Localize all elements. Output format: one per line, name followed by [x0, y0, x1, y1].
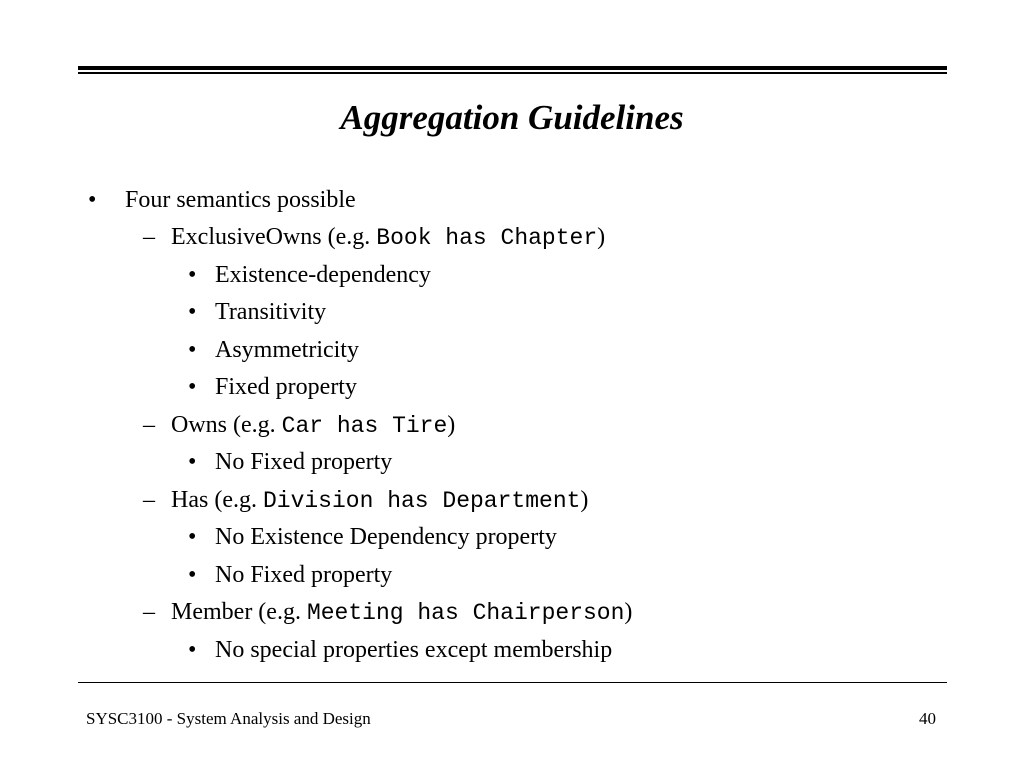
header-rule-thick	[78, 66, 947, 70]
sub-item: Transitivity	[215, 299, 327, 325]
item-label: Member (e.g.	[171, 599, 307, 625]
header-rule-thin	[78, 72, 947, 74]
item-exclusive-owns	[171, 222, 605, 253]
close-paren: )	[580, 487, 589, 513]
footer-rule	[78, 682, 947, 683]
item-label: ExclusiveOwns (e.g.	[171, 224, 377, 250]
item-label: Has (e.g.	[171, 487, 263, 513]
sub-bullet-marker: •	[188, 562, 197, 588]
dash-marker: –	[143, 487, 155, 513]
bullet-marker: •	[88, 187, 97, 213]
item-label: Owns (e.g.	[171, 412, 282, 438]
close-paren: )	[447, 412, 456, 438]
page-number: 40	[919, 709, 936, 728]
sub-item: No Fixed property	[215, 562, 393, 588]
sub-bullet-marker: •	[188, 337, 197, 363]
sub-item: Asymmetricity	[215, 337, 359, 363]
sub-item: No special properties except membership	[215, 637, 613, 663]
item-member	[171, 597, 632, 628]
example-code: Meeting has Chairperson	[306, 600, 625, 626]
dash-marker: –	[143, 224, 155, 250]
sub-item: Existence-dependency	[215, 262, 431, 288]
sub-item: Fixed property	[215, 374, 357, 400]
close-paren: )	[597, 224, 606, 250]
sub-item: No Fixed property	[215, 449, 393, 475]
bullet-four-semantics: Four semantics possible	[125, 187, 356, 213]
sub-bullet-marker: •	[188, 637, 197, 663]
dash-marker: –	[143, 599, 155, 625]
sub-bullet-marker: •	[188, 374, 197, 400]
sub-item: No Existence Dependency property	[215, 524, 557, 550]
dash-marker: –	[143, 412, 155, 438]
sub-bullet-marker: •	[188, 449, 197, 475]
sub-bullet-marker: •	[188, 262, 197, 288]
example-code: Car has Tire	[281, 413, 448, 439]
item-owns	[171, 410, 455, 441]
example-code: Division has Department	[262, 488, 581, 514]
sub-bullet-marker: •	[188, 299, 197, 325]
item-has	[171, 485, 588, 516]
slide-title: Aggregation Guidelines	[340, 98, 684, 137]
footer-course: SYSC3100 - System Analysis and Design	[86, 709, 371, 728]
close-paren: )	[624, 599, 633, 625]
sub-bullet-marker: •	[188, 524, 197, 550]
example-code: Book has Chapter	[376, 225, 598, 251]
